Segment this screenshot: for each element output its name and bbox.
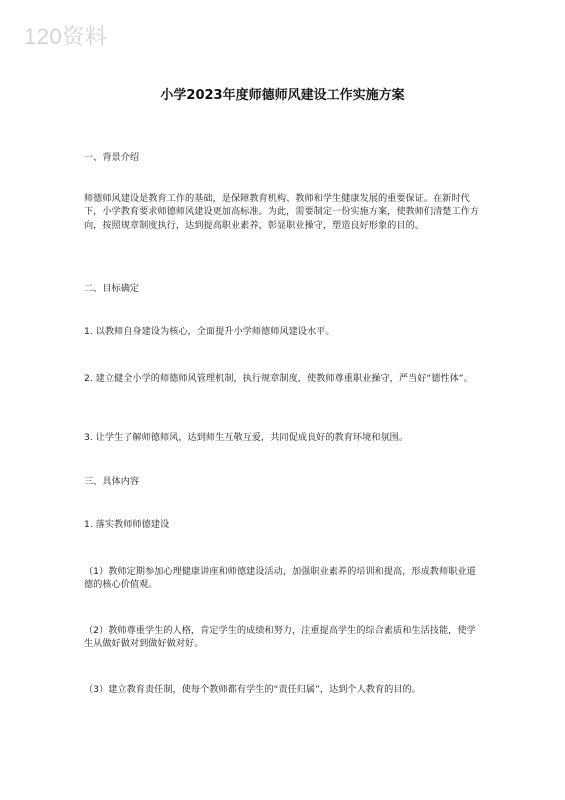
paragraph-background: 师德师风建设是教育工作的基础，是保障教育机构、教师和学生健康发展的重要保证。在新时代下，小学教育要求师德师风建设更加高标准。为此，需要制定一份实施方案，使教师们清楚工作方向，按照规章制度执行，达到提高职业素养，彰显职业操守，塑造良好形象的目的。 xyxy=(84,193,480,231)
document-title: 小学2023年度师德师风建设工作实施方案 xyxy=(160,88,405,103)
goal-item-2: 2. 建立健全小学的师德师风管理机制，执行规章制度，使教师尊重职业操守，严当好“德性体”。 xyxy=(84,373,473,384)
content-item-3: （3）建立教育责任制，使每个教师都有学生的“责任归属”，达到个人教育的目的。 xyxy=(84,684,421,695)
goal-item-3: 3. 让学生了解师德师风，达到师生互敬互爱，共同促成良好的教育环境和氛围。 xyxy=(84,432,409,443)
goal-item-1: 1. 以教师自身建设为核心，全面提升小学师德师风建设水平。 xyxy=(84,326,335,337)
content-item-1: （1）教师定期参加心理健康讲座和师德建设活动，加强职业素养的培训和提高，形成教师职业道德的核心价值观。 xyxy=(84,566,476,591)
section-heading-content: 三、具体内容 xyxy=(84,476,140,487)
section-heading-background: 一、背景介绍 xyxy=(84,152,140,163)
content-subheading-1: 1. 落实教师师德建设 xyxy=(84,519,170,530)
content-item-2: （2）教师尊重学生的人格，肯定学生的成绩和努力，注重提高学生的综合素质和生活技能，使学生从做好做对到做好做对好。 xyxy=(84,625,476,650)
section-heading-goals: 二、目标确定 xyxy=(84,283,140,294)
watermark: 120资料 xyxy=(24,24,108,49)
